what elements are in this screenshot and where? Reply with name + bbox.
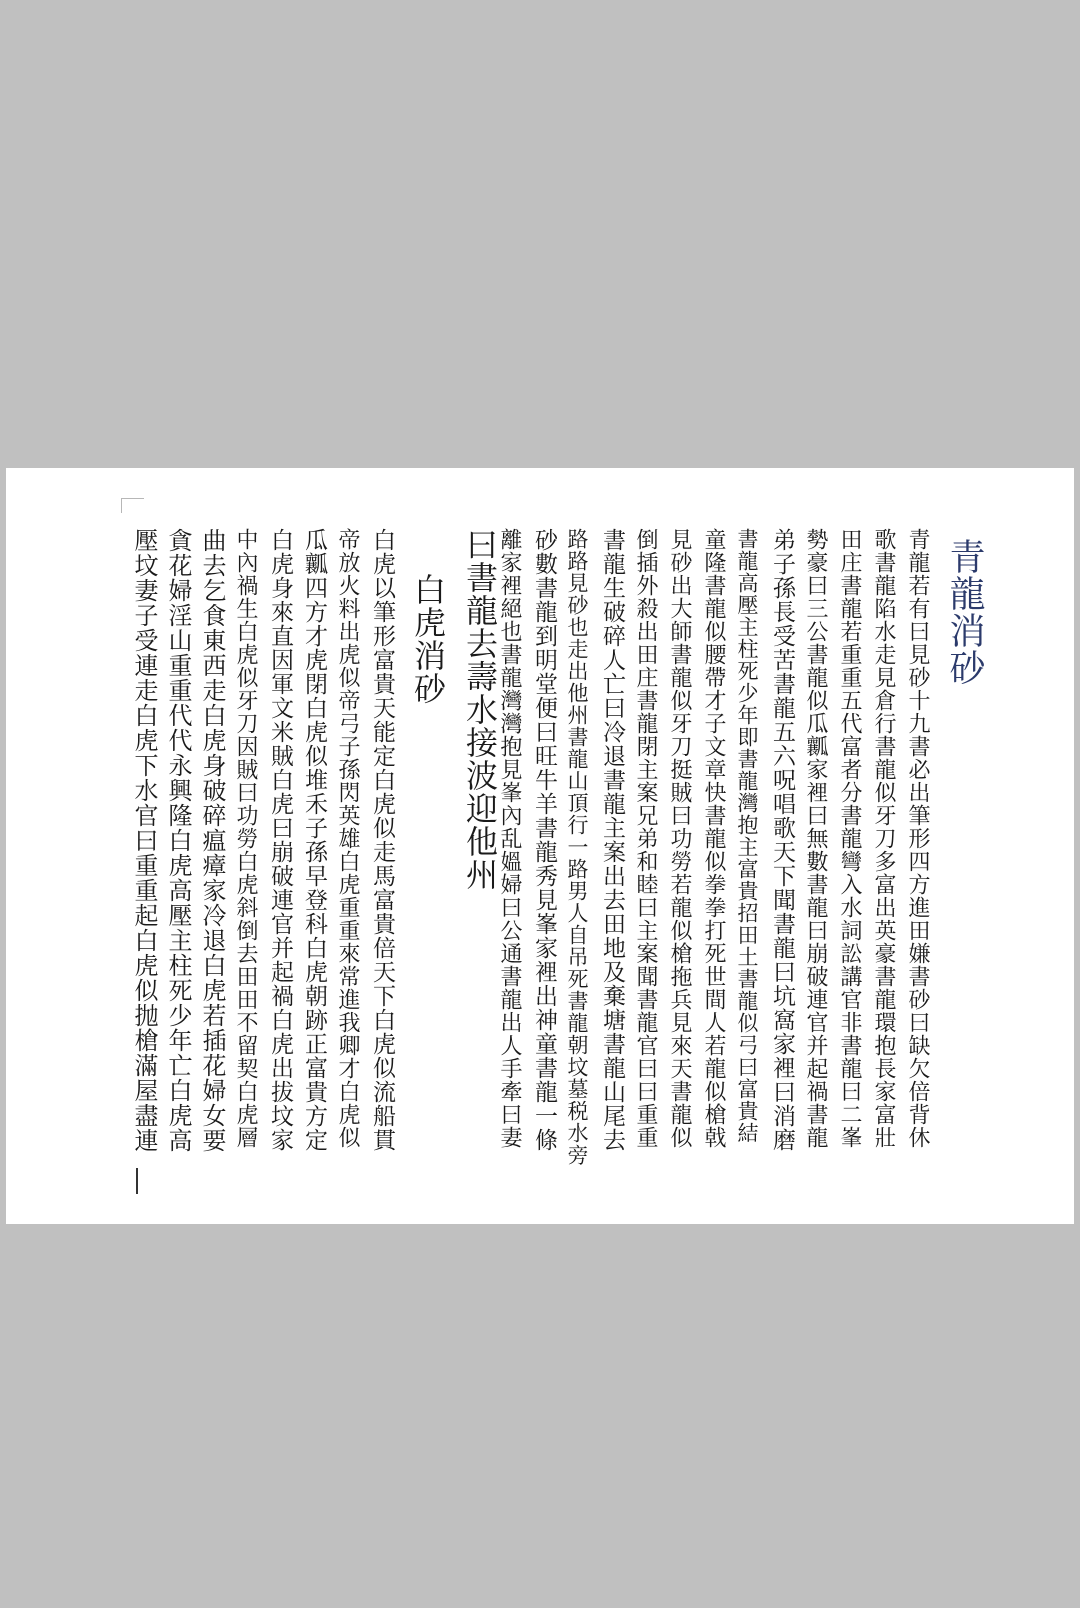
- text-line: 歌書龍陷水走見倉行書龍似牙刀多富出英豪書龍環抱長家富壯: [871, 528, 896, 1149]
- document-page: [6, 468, 1074, 1224]
- text-line: 勢豪曰三公書龍似瓜瓤家裡曰無數書龍曰崩破連官并起禍書龍: [803, 528, 828, 1149]
- text-line: 路路見砂也走出他州書龍山頂行一路男人自吊死書龍朝坟墓税水旁: [565, 528, 589, 1166]
- text-line: 曰書龍去壽水接波迎他州: [461, 528, 499, 891]
- text-line: 倒插外殺出田庄書龍閉主案兄弟和睦曰主案聞書龍官曰曰重重: [633, 528, 658, 1149]
- text-line: 曲去乞食東西走白虎身破碎瘟瘴家冷退白虎若插花婦女要: [198, 528, 226, 1153]
- text-line: 田庄書龍若重重五代富者分書龍彎入水詞訟講官非書龍曰二峯: [837, 528, 862, 1149]
- text-line: 貪花婦淫山重重代代永興隆白虎高壓主柱死少年亡白虎高: [164, 528, 192, 1153]
- text-line: 帝放火料出虎似帝弓子孫閃英雄白虎重重來常進我卿才白虎似: [335, 528, 360, 1149]
- text-line: 壓坟妻子受連走白虎下水官曰重重起白虎似抛槍滿屋盡連: [130, 528, 158, 1153]
- text-line: 砂數書龍到明堂便曰旺牛羊書龍秀見峯家裡出神童書龍一條: [531, 528, 557, 1152]
- section-title-qinglong: 青龍消砂: [944, 538, 985, 686]
- text-area: [6, 468, 1074, 1224]
- text-line: 書龍高壓主柱死少年即書龍灣抱主富貴招田土書龍似弓曰富貴結: [735, 528, 759, 1144]
- text-line: 青龍若有曰見砂十九書必出筆形四方進田嫌書砂曰缺欠倍背休: [905, 528, 930, 1149]
- text-line: 瓜瓤四方才虎閉白虎似堆禾子孫早登科白虎朝跡正富貴方定: [301, 528, 327, 1152]
- section-title-baihu: 白虎消砂: [409, 573, 447, 705]
- text-line: 中內禍生白虎似牙刀因賊曰功勞白虎斜倒去田田不留契白虎層: [233, 528, 258, 1149]
- text-line: 弟子孫長受苦書龍五六呪唱歌天下聞書龍曰坑窩家裡曰消磨: [769, 528, 795, 1152]
- text-line: 書龍生破碎人亡曰冷退書龍主案出去田地及棄塘書龍山尾去: [599, 528, 625, 1152]
- text-line: 見砂出大師書龍似牙刀挺賊曰功勞若龍似槍拖兵見來天書龍似: [667, 528, 692, 1149]
- text-line: 白虎身來直因軍文米賊白虎曰崩破連官并起禍白虎出拔坟家: [267, 528, 293, 1152]
- text-line: 離家裡絕也書龍灣灣抱見峯內乱媼婦曰公通書龍出人手牽曰妻: [497, 528, 522, 1149]
- text-line: 童隆書龍似腰帶才子文章快書龍似拳拳打死世間人若龍似槍戟: [701, 528, 726, 1149]
- text-line: 白虎以筆形富貴天能定白虎似走馬富貴倍天下白虎似流船貫: [369, 528, 395, 1152]
